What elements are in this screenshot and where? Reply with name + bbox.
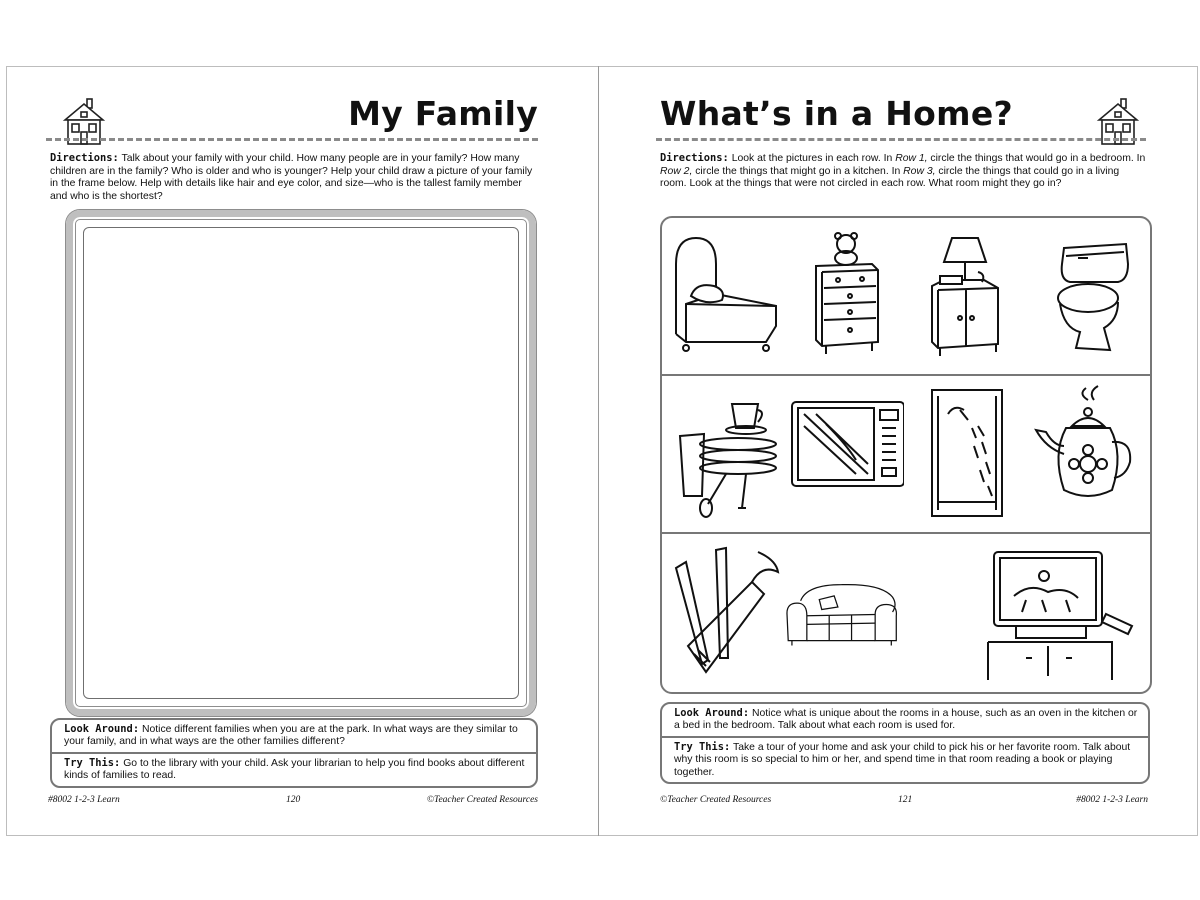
picture-grid — [660, 216, 1152, 694]
row-divider — [662, 532, 1150, 534]
row-3-ref: Row 3, — [903, 165, 936, 177]
try-this-text: Go to the library with your child. Ask your librarian to help you find books about different kinds of families to read. — [64, 757, 525, 782]
directions-body-3: circle the things that might go in a kitchen. In — [692, 165, 904, 177]
look-around-text: Notice different families when you are at the park. In what ways are they similar to your family, and in what ways are the other families different? — [64, 724, 518, 748]
directions-text — [660, 152, 1148, 191]
dashed-divider — [46, 138, 538, 141]
drawing-frame[interactable] — [66, 210, 536, 716]
directions-text — [50, 152, 538, 203]
look-around-tip — [662, 704, 1148, 736]
page-title: My Family — [348, 94, 538, 133]
page-my-family — [44, 66, 544, 834]
try-this-label: Try This: — [64, 756, 121, 769]
directions-body-1: Look at the pictures in each row. In — [728, 153, 896, 164]
try-this-tip — [662, 736, 1148, 782]
toothbrushes-and-toothpaste-icon[interactable] — [666, 542, 784, 682]
page-number: 121 — [898, 795, 913, 805]
shower-icon[interactable] — [908, 384, 1026, 524]
page-whats-in-a-home — [656, 66, 1152, 834]
sofa-icon[interactable] — [782, 542, 900, 682]
page-title: What’s in a Home? — [660, 94, 1013, 133]
tips-box — [660, 702, 1150, 784]
page-gutter — [598, 66, 599, 836]
toilet-icon[interactable] — [1028, 224, 1146, 364]
look-around-label: Look Around: — [674, 707, 750, 719]
footer-right: ©Teacher Created Resources — [426, 795, 538, 805]
try-this-text: Take a tour of your home and ask your child to pick his or her favorite room. Talk about why this room is so special to him or her, and spend time in that room reading a book or playing together. — [674, 741, 1131, 778]
look-around-text: Notice what is unique about the rooms in a house, such as an oven in the kitchen or a bed in the bedroom. Talk about what each room is used for. — [674, 708, 1138, 732]
dresser-with-teddy-bear-icon[interactable] — [786, 224, 904, 364]
footer-right: #8002 1-2-3 Learn — [1076, 795, 1148, 805]
look-around-tip — [52, 720, 536, 752]
directions-body-4: circle the things that could go in a living room. Look at the things that were not circled in each row. What room might they go in? — [660, 165, 1120, 190]
footer-left: ©Teacher Created Resources — [660, 795, 772, 805]
directions-body: Talk about your family with your child. How many people are in your family? How many children are in the family? Who is older and who is younger? Help your child draw a picture of your family in the frame below. Help with details like hair and eye color, and size—who is the tallest family member and who is the shortest? — [50, 153, 533, 202]
drawing-area[interactable] — [83, 227, 519, 699]
tips-box — [50, 718, 538, 788]
dashed-divider — [656, 138, 1146, 141]
directions-label: Directions: — [660, 152, 729, 164]
teapot-icon[interactable] — [1028, 384, 1146, 524]
tv-with-remote-icon[interactable] — [986, 542, 1146, 682]
look-around-label: Look Around: — [64, 723, 140, 735]
dishes-and-cups-icon[interactable] — [666, 384, 784, 524]
row-2-ref: Row 2, — [660, 165, 693, 177]
row-1-ref: Row 1, — [895, 153, 928, 164]
try-this-tip — [52, 752, 536, 786]
row-divider — [662, 374, 1150, 376]
try-this-label: Try This: — [674, 740, 731, 753]
nightstand-with-lamp-icon[interactable] — [908, 224, 1026, 364]
bed-icon[interactable] — [666, 224, 784, 364]
footer-left: #8002 1-2-3 Learn — [48, 795, 120, 805]
page-number: 120 — [286, 795, 301, 805]
microwave-icon[interactable] — [786, 384, 904, 524]
directions-body-2: circle the things that would go in a bedroom. In — [927, 153, 1146, 164]
directions-label: Directions: — [50, 152, 119, 164]
